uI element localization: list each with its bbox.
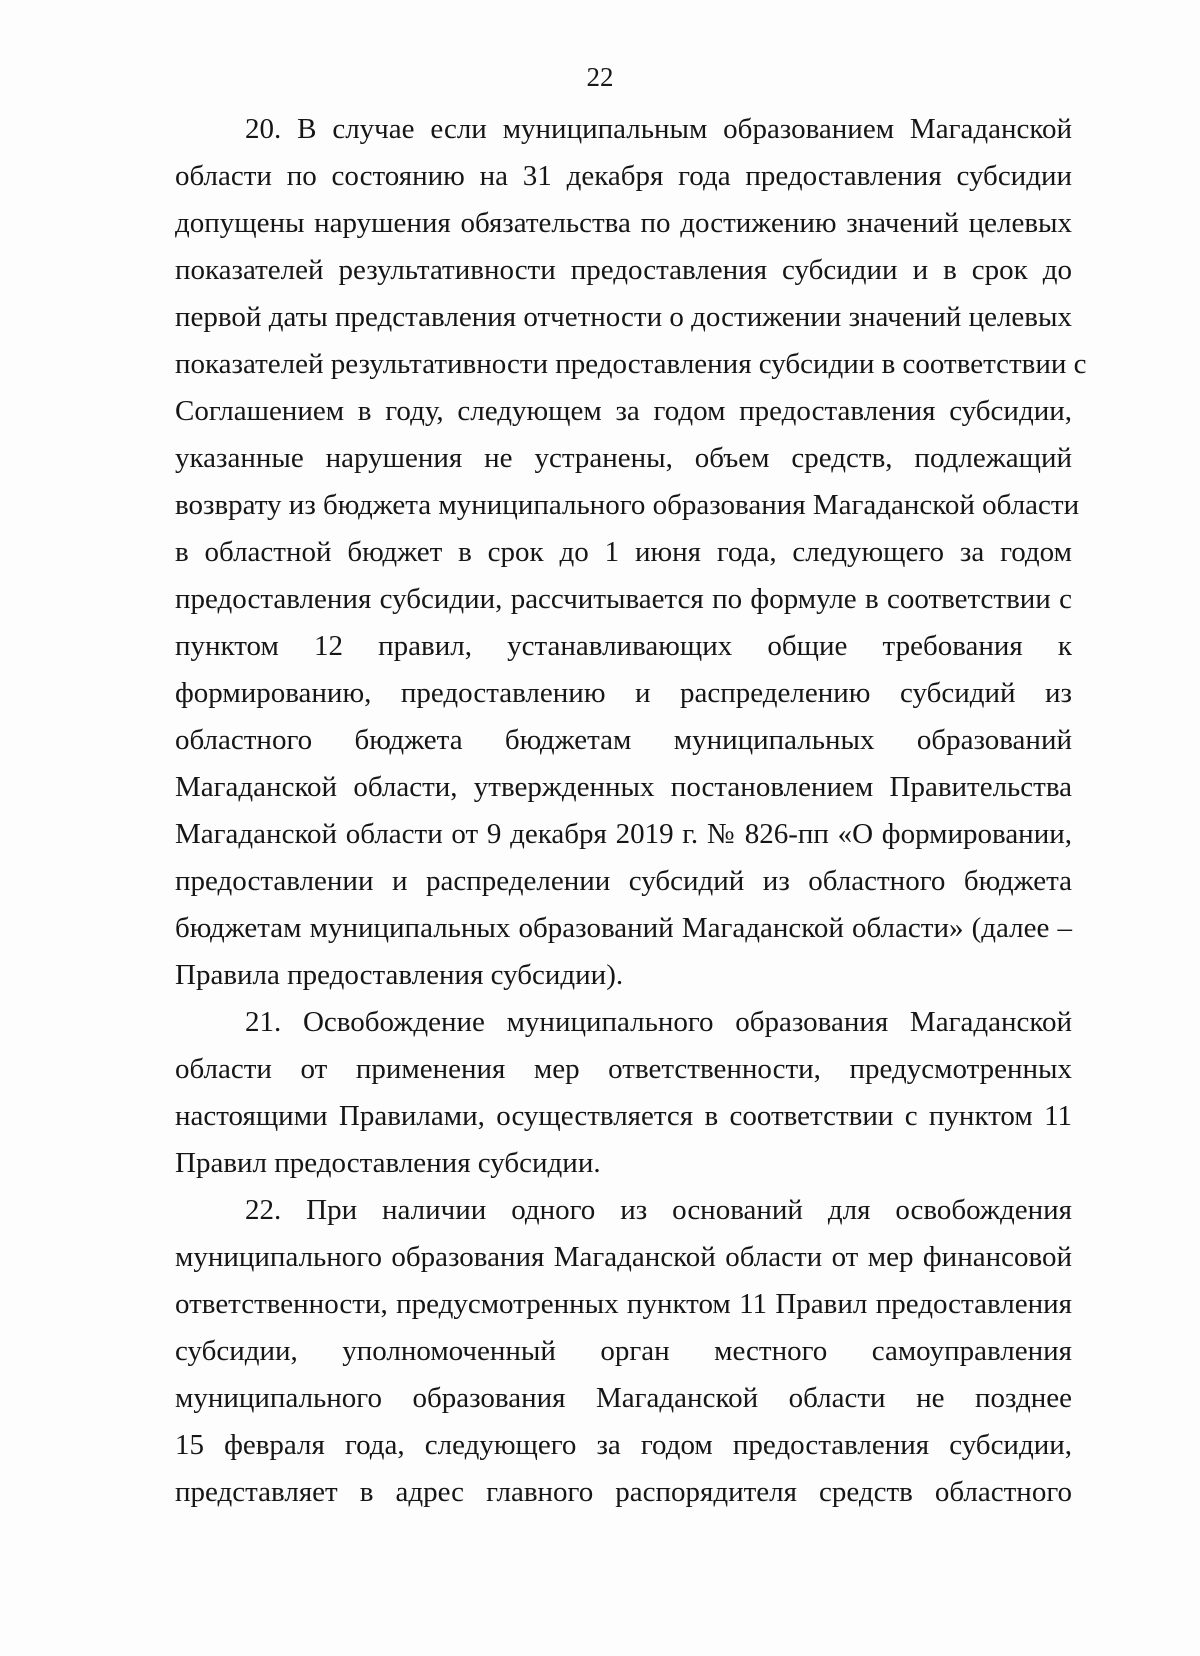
- text-line: в областной бюджет в срок до 1 июня года, следующего за годом: [175, 536, 1072, 568]
- text-line: Правила предоставления субсидии).: [175, 959, 624, 991]
- text-line: предоставлении и распределении субсидий из областного бюджета: [175, 865, 1072, 897]
- paragraph-22: [175, 1187, 1072, 1516]
- paragraph-21: [175, 999, 1072, 1187]
- text-line: указанные нарушения не устранены, объем средств, подлежащий: [175, 442, 1072, 474]
- text-line: представляет в адрес главного распорядителя средств областного: [175, 1476, 1072, 1508]
- text-line: области от применения мер ответственности, предусмотренных: [175, 1053, 1072, 1085]
- text-line: Магаданской области, утвержденных постановлением Правительства: [175, 771, 1072, 803]
- text-line: области по состоянию на 31 декабря года предоставления субсидии: [175, 160, 1072, 192]
- text-line: 22. При наличии одного из оснований для освобождения: [245, 1194, 1072, 1226]
- text-line: показателей результативности предоставления субсидии в соответствии с: [175, 348, 1087, 380]
- text-line: муниципального образования Магаданской области не позднее: [175, 1382, 1072, 1414]
- text-line: 21. Освобождение муниципального образования Магаданской: [245, 1006, 1072, 1038]
- text-line: пунктом 12 правил, устанавливающих общие требования к: [175, 630, 1072, 662]
- text-line: Соглашением в году, следующем за годом предоставления субсидии,: [175, 395, 1072, 427]
- text-line: областного бюджета бюджетам муниципальных образований: [175, 724, 1072, 756]
- text-line: 15 февраля года, следующего за годом предоставления субсидии,: [175, 1429, 1072, 1461]
- text-line: Магаданской области от 9 декабря 2019 г. № 826-пп «О формировании,: [175, 818, 1072, 850]
- text-line: показателей результативности предоставления субсидии и в срок до: [175, 254, 1072, 286]
- text-line: допущены нарушения обязательства по достижению значений целевых: [175, 207, 1072, 239]
- text-line: бюджетам муниципальных образований Магаданской области» (далее –: [175, 912, 1072, 944]
- paragraph-20: [175, 106, 1087, 999]
- document-body: [175, 106, 1087, 1516]
- text-line: Правил предоставления субсидии.: [175, 1147, 601, 1179]
- page-number: 22: [586, 62, 614, 92]
- text-line: первой даты представления отчетности о достижении значений целевых: [175, 301, 1072, 333]
- text-line: 20. В случае если муниципальным образованием Магаданской: [245, 113, 1072, 145]
- text-line: ответственности, предусмотренных пунктом 11 Правил предоставления: [175, 1288, 1072, 1320]
- text-line: формированию, предоставлению и распределению субсидий из: [175, 677, 1072, 709]
- text-line: предоставления субсидии, рассчитывается по формуле в соответствии с: [175, 583, 1072, 615]
- text-line: муниципального образования Магаданской области от мер финансовой: [175, 1241, 1072, 1273]
- text-line: возврату из бюджета муниципального образования Магаданской области: [175, 489, 1080, 521]
- text-line: субсидии, уполномоченный орган местного самоуправления: [175, 1335, 1072, 1367]
- text-line: настоящими Правилами, осуществляется в соответствии с пунктом 11: [175, 1100, 1072, 1132]
